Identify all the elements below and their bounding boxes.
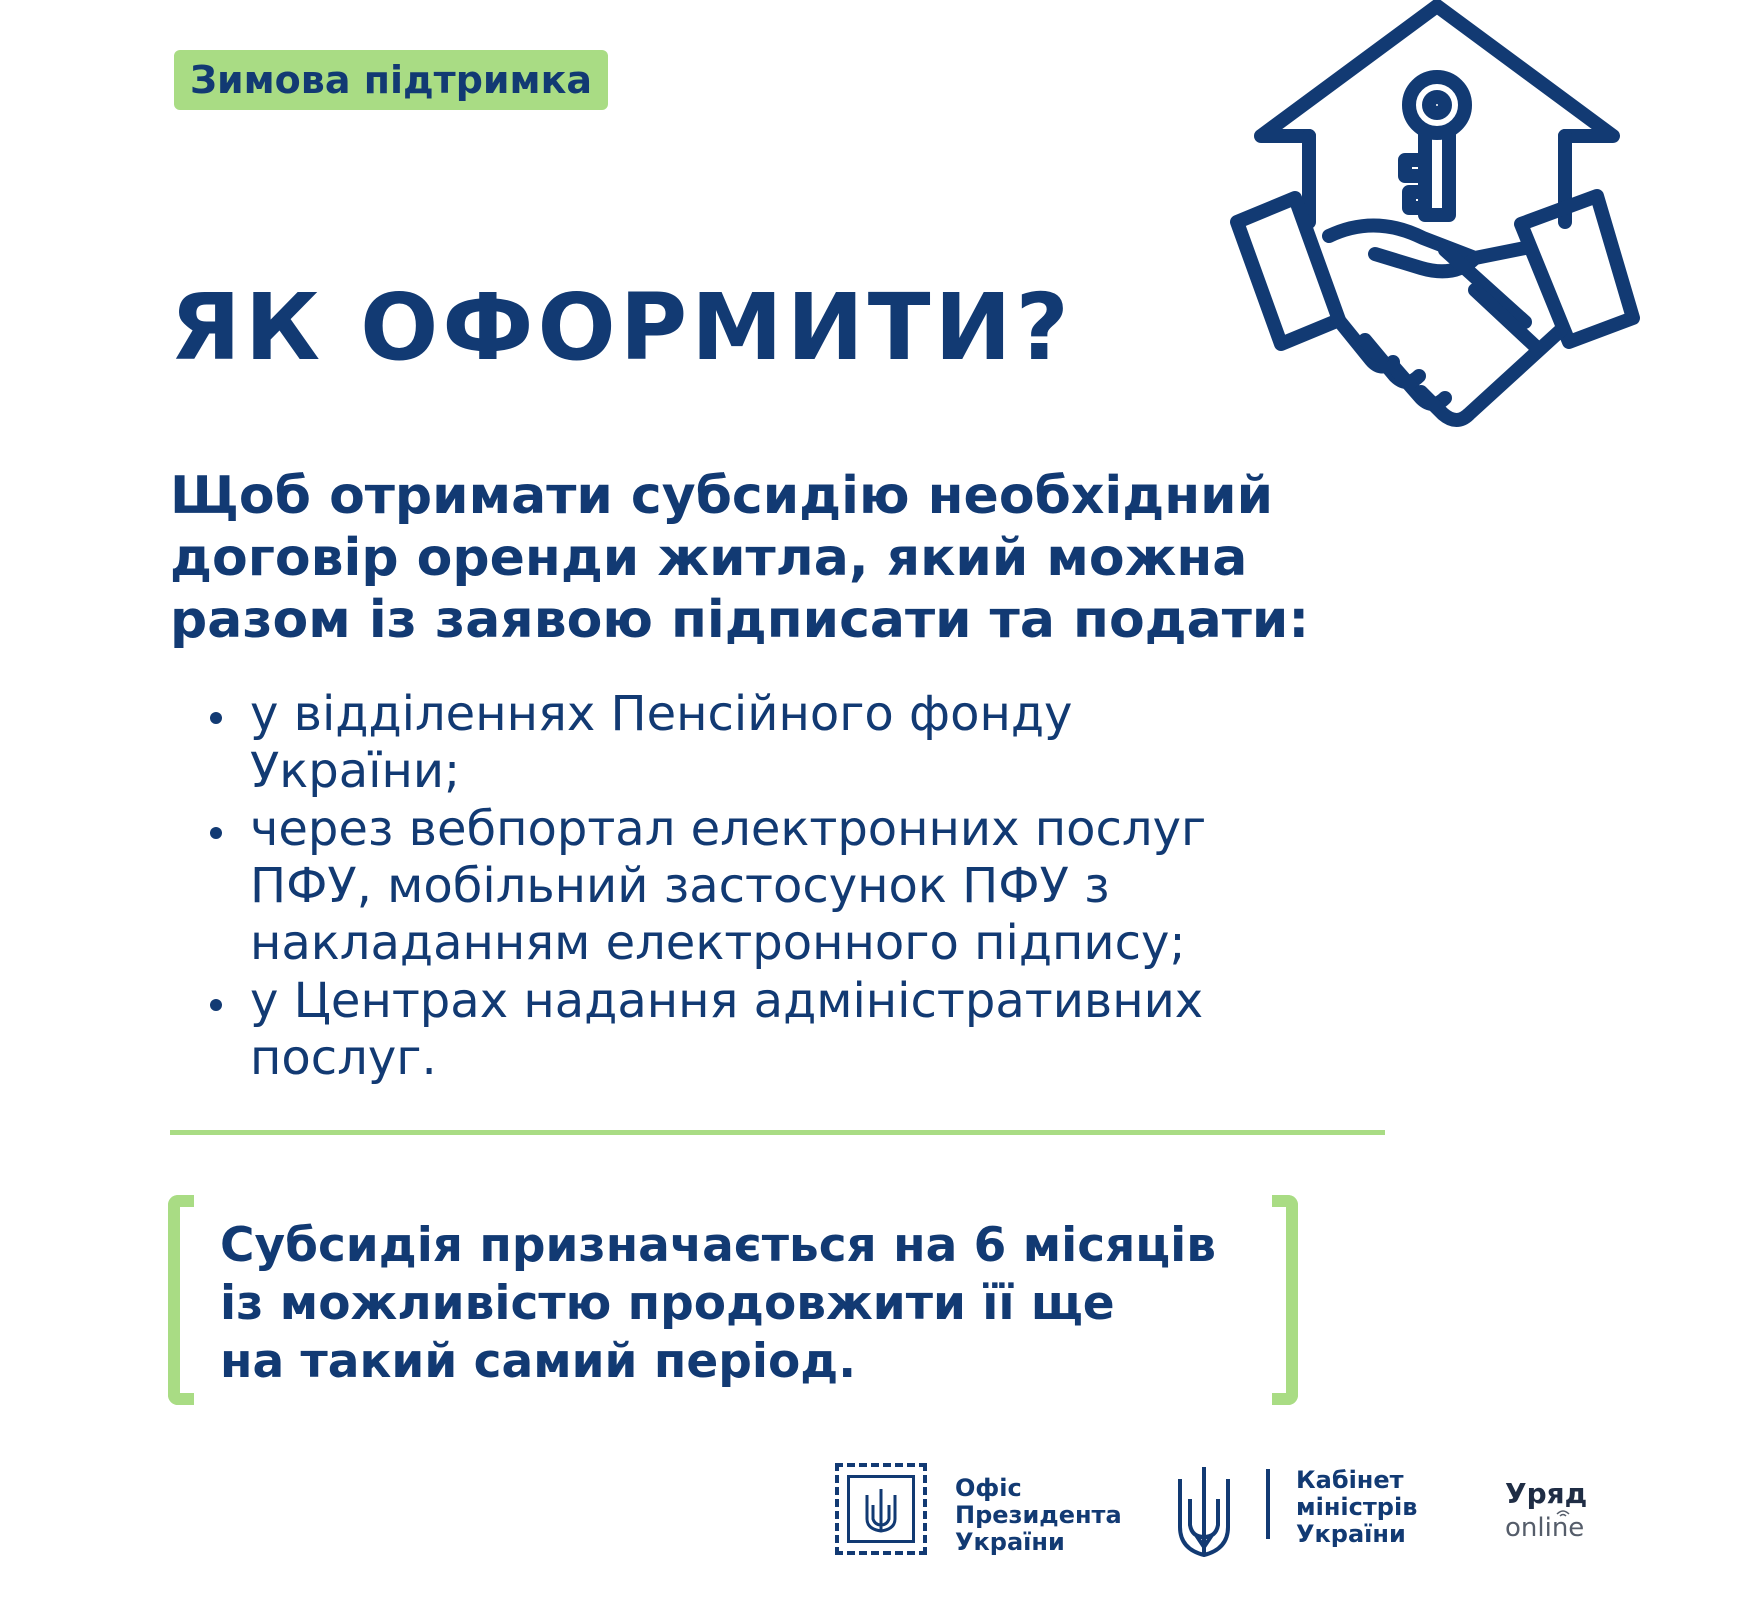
submission-options-list [210,686,1410,1088]
logo-text-line: міністрів [1296,1493,1418,1521]
subsidy-note [220,1217,1216,1391]
uryad-online-bottom: online [1505,1513,1585,1543]
office-president-logo [835,1455,1135,1565]
cabinet-ministers-text [1296,1467,1417,1548]
bullet-icon [210,827,222,839]
logo-text-line: України [1296,1520,1406,1548]
stamp-frame [835,1463,927,1555]
trident-icon [861,1485,901,1535]
list-item [210,973,1410,1087]
logo-separator [1266,1469,1270,1539]
list-item-line: ПФУ, мобільний застосунок ПФУ з [250,858,1110,914]
category-tag [174,50,608,110]
list-item-line: у відділеннях Пенсійного фонду [250,686,1073,742]
note-line: Субсидія призначається на 6 місяців [220,1218,1216,1273]
note-bracket-left [168,1195,194,1405]
list-item-line: через вебпортал електронних послуг [250,801,1207,857]
intro-text [170,465,1430,651]
list-item-line: послуг. [250,1030,437,1086]
uryad-online-top: Уряд [1505,1477,1588,1510]
note-bracket-right [1272,1195,1298,1405]
list-item-line: у Центрах надання адміністративних [250,973,1204,1029]
list-item [210,801,1410,972]
bullet-icon [210,999,222,1011]
page-title: ЯК ОФОРМИТИ? [170,274,1073,381]
logo-text-line: Офіс [955,1474,1022,1502]
note-line: із можливістю продовжити її ще [220,1276,1115,1331]
logo-text-line: Президента [955,1501,1122,1529]
list-item-line: накладанням електронного підпису; [250,915,1186,971]
list-item [210,686,1410,800]
list-item-line: України; [250,743,461,799]
house-key-handshake-icon [1225,0,1645,460]
intro-line: договір оренди житла, який можна [170,528,1248,588]
uryad-online-logo [1505,1455,1605,1565]
logo-text-line: Кабінет [1296,1466,1404,1494]
trident-icon [1172,1463,1236,1559]
bullet-icon [210,712,222,724]
office-president-text [955,1475,1122,1556]
category-tag-label: Зимова підтримка [190,58,593,102]
logo-text-line: України [955,1528,1065,1556]
cabinet-ministers-logo [1172,1455,1442,1565]
note-line: на такий самий період. [220,1334,857,1389]
intro-line: Щоб отримати субсидію необхідний [170,466,1274,526]
intro-line: разом із заявою підписати та подати: [170,590,1310,650]
section-divider [170,1130,1385,1135]
